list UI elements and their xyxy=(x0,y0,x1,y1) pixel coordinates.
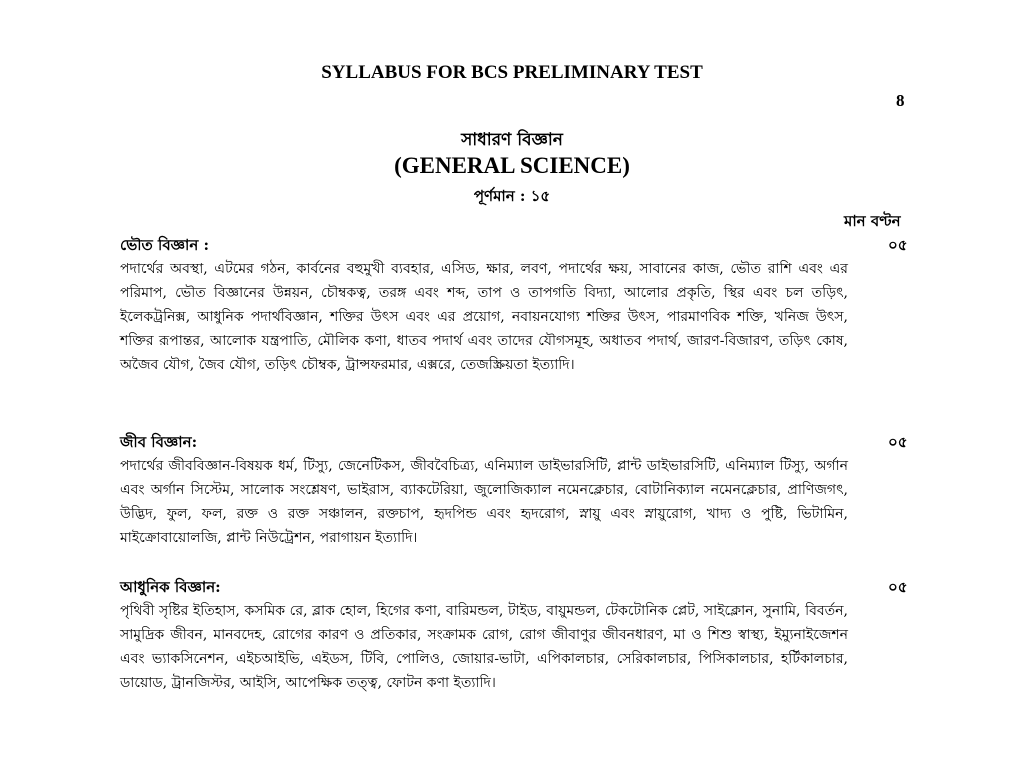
section-marks: ০৫ xyxy=(888,236,908,254)
section-body: পদার্থের জীববিজ্ঞান-বিষয়ক ধর্ম, টিস্যু, জেনেটিকস, জীববৈচিত্র্য, এনিম্যাল ডাইভারসিটি, প্লান্ট ডাইভারসিটি, এনিম্যাল টিস্যু, অর্গান এবং অর্গান সিস্টেম, সালোক সংশ্লেষণ, ভাইরাস, ব্যাকটেরিয়া, জুলোজিক্যাল নমেনক্লেচার, বোটানিক্যাল নমেনক্লেচার, প্রাণিজগৎ, উদ্ভিদ, ফুল, ফল, রক্ত ও রক্ত সঞ্চালন, রক্তচাপ, হৃদপিন্ড এবং হৃদরোগ, স্নায়ু এবং স্নায়ুরোগ, খাদ্য ও পুষ্টি, ভিটামিন, মাইক্রোবায়োলজি, প্লান্ট নিউট্রেশন, পরাগায়ন ইত্যাদি। xyxy=(120,458,848,546)
section-body: পৃথিবী সৃষ্টির ইতিহাস, কসমিক রে, ব্লাক হোল, হিগের কণা, বারিমন্ডল, টাইড, বায়ুমন্ডল, টেকটোনিক প্লেট, সাইক্লোন, সুনামি, বিবর্তন, সামুদ্রিক জীবন, মানবদেহ, রোগের কারণ ও প্রতিকার, সংক্রামক রোগ, রোগ জীবাণুর জীবনধারণ, মা ও শিশু স্বাস্থ্য, ইম্যুনাইজেশন এবং ভ্যাকসিনেশন, এইচআইভি, এইডস, টিবি, পোলিও, জোয়ার-ভাটা, এপিকালচার, সেরিকালচার, পিসিকালচার, হর্টিকালচার, ডায়োড, ট্রানজিস্টর, আইসি, আপেক্ষিক তত্ত্ব, ফোটন কণা ইত্যাদি। xyxy=(120,603,848,691)
section-body: পদার্থের অবস্থা, এটমের গঠন, কার্বনের বহুমুখী ব্যবহার, এসিড, ক্ষার, লবণ, পদার্থের ক্ষয়, সাবানের কাজ, ভৌত রাশি এবং এর পরিমাপ, ভৌত বিজ্ঞানের উন্নয়ন, চৌম্বকত্ব, তরঙ্গ এবং শব্দ, তাপ ও তাপগতি বিদ্যা, আলোর প্রকৃতি, স্থির এবং চল তড়িৎ, ইলেকট্রনিক্স, আধুনিক পদার্থবিজ্ঞান, শক্তির উৎস এবং এর প্রয়োগ, নবায়নযোগ্য শক্তির উৎস, পারমাণবিক শক্তি, খনিজ উৎস, শক্তির রূপান্তর, আলোক যন্ত্রপাতি, মৌলিক কণা, ধাতব পদার্থ এবং তাদের যৌগসমূহ, অধাতব পদার্থ, জারণ-বিজারণ, তড়িৎ কোষ, অজৈব যৌগ, জৈব যৌগ, তড়িৎ চৌম্বক, ট্রান্সফরমার, এক্সরে, তেজস্ক্রিয়তা ইত্যাদি। xyxy=(120,261,849,373)
section-modern-science xyxy=(120,575,908,695)
section-heading: জীব বিজ্ঞান: xyxy=(120,433,198,451)
subject-title-bangla: সাধারণ বিজ্ঞান xyxy=(461,130,563,150)
page-number: 8 xyxy=(896,91,905,110)
section-heading: আধুনিক বিজ্ঞান: xyxy=(120,578,221,596)
section-marks: ০৫ xyxy=(888,433,908,451)
document-header-title: SYLLABUS FOR BCS PRELIMINARY TEST xyxy=(321,62,703,83)
section-biology xyxy=(120,430,908,550)
full-marks: পূর্ণমান : ১৫ xyxy=(473,187,551,205)
subject-title-english: (GENERAL SCIENCE) xyxy=(394,153,630,178)
section-marks: ০৫ xyxy=(888,578,908,596)
section-heading: ভৌত বিজ্ঞান : xyxy=(120,236,210,254)
section-physical-science xyxy=(120,233,908,377)
marks-distribution-label: মান বণ্টন xyxy=(844,212,901,230)
